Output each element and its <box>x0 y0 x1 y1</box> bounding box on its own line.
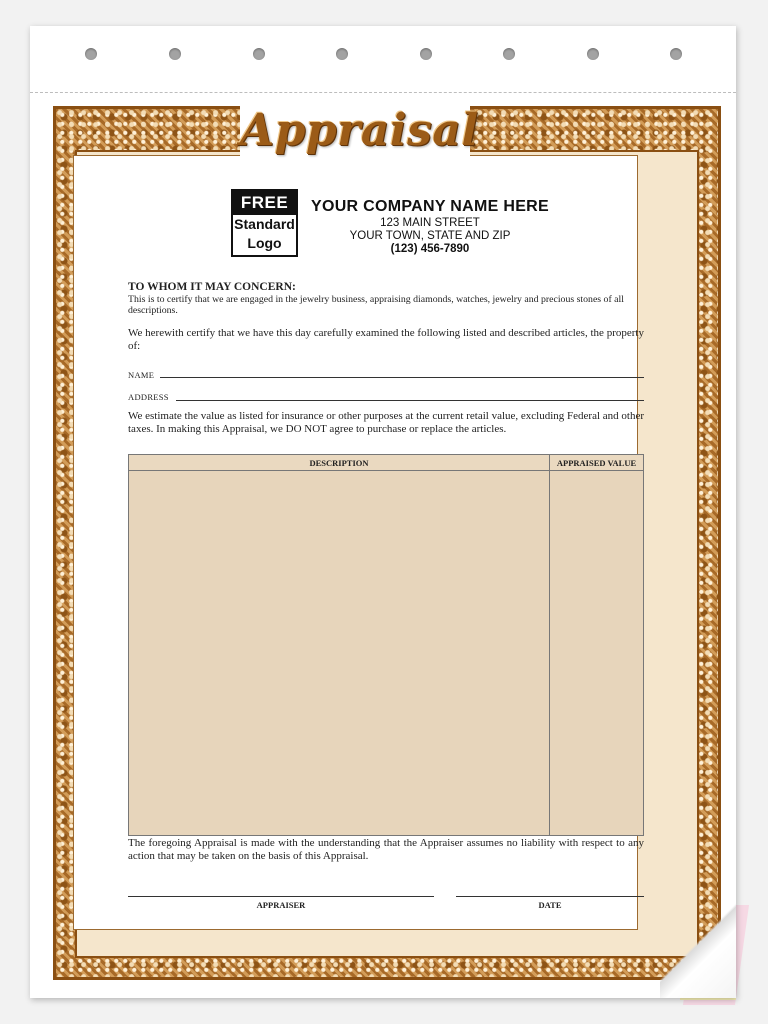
company-block <box>300 197 560 256</box>
binding-hole <box>336 48 348 60</box>
company-name: YOUR COMPANY NAME HERE <box>310 198 550 215</box>
appraised-value-cell[interactable] <box>550 471 643 835</box>
estimate-text: We estimate the value as listed for insurance or other purposes at the current retail value, excluding Federal and other taxes. In making this Appraisal, we DO NOT agree to purchase or replace the articles. <box>128 410 644 435</box>
binding-hole <box>420 48 432 60</box>
certify-business-text: This is to certify that we are engaged in the jewelry business, appraising diamonds, watches, jewelry and precious stones of all descriptions. <box>128 294 624 316</box>
binding-hole <box>169 48 181 60</box>
company-logo <box>231 189 298 257</box>
binding-holes <box>30 48 736 62</box>
date-line[interactable] <box>456 896 644 897</box>
appraiser-label: APPRAISER <box>256 900 306 910</box>
company-street: 123 MAIN STREET <box>380 217 480 229</box>
binding-hole <box>587 48 599 60</box>
binding-hole <box>253 48 265 60</box>
liability-text: The foregoing Appraisal is made with the understanding that the Appraiser assumes no liability with respect to any action that may be taken on the basis of this Appraisal. <box>128 837 644 862</box>
address-field[interactable] <box>176 400 644 401</box>
name-label: NAME <box>128 370 155 380</box>
logo-free-text: FREE <box>233 191 296 215</box>
title-plaque <box>240 100 479 162</box>
description-cell[interactable] <box>129 471 549 835</box>
description-header: DESCRIPTION <box>129 455 550 471</box>
page-curl <box>660 892 736 998</box>
perforation-line <box>30 92 736 93</box>
binding-hole <box>85 48 97 60</box>
company-phone: (123) 456-7890 <box>390 243 470 255</box>
appraiser-signature-line[interactable] <box>128 896 434 897</box>
form-title: Appraisal <box>240 105 479 156</box>
name-field[interactable] <box>160 377 644 378</box>
address-label: ADDRESS <box>128 392 169 402</box>
appraised-value-header: APPRAISED VALUE <box>550 455 643 471</box>
logo-standard-text: Standard <box>234 216 295 232</box>
binding-hole <box>670 48 682 60</box>
date-label: DATE <box>538 900 562 910</box>
logo-logo-text: Logo <box>247 235 282 251</box>
binding-hole <box>503 48 515 60</box>
appraisal-table <box>128 454 644 836</box>
salutation: TO WHOM IT MAY CONCERN: <box>128 281 296 293</box>
company-city: YOUR TOWN, STATE AND ZIP <box>349 230 511 242</box>
certify-examined-text: We herewith certify that we have this day carefully examined the following listed and described articles, the property of: <box>128 327 644 352</box>
